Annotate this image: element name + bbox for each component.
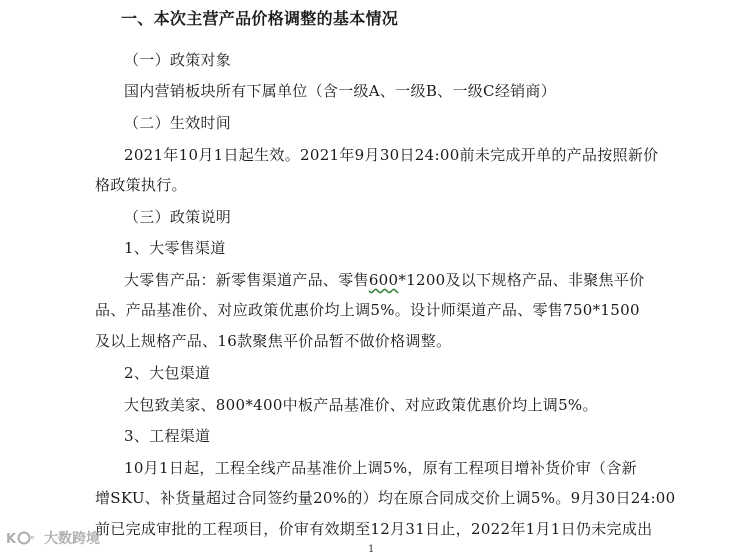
channel-title-retail: 1、大零售渠道 xyxy=(124,239,226,257)
subsection-title-policy-target: （一）政策对象 xyxy=(124,51,232,69)
channel-title-engineering: 3、工程渠道 xyxy=(124,427,211,445)
watermark xyxy=(6,528,100,548)
svg-text:K: K xyxy=(6,532,17,547)
paragraph-retail-line2: 品、产品基准价、对应政策优惠价均上调5%。设计师渠道产品、零售750*1500 xyxy=(95,301,640,319)
retail-line1-part-c: *1200及以下规格产品、非聚焦平价 xyxy=(398,271,645,289)
page-number: 1 xyxy=(368,544,375,554)
channel-title-bulk: 2、大包渠道 xyxy=(124,364,211,382)
subsection-title-effective-time: （二）生效时间 xyxy=(124,114,232,132)
paragraph-retail-line3: 及以上规格产品、16款聚焦平价品暂不做价格调整。 xyxy=(95,332,452,350)
spellcheck-underlined-text: 600 xyxy=(368,271,399,289)
section-heading: 一、本次主营产品价格调整的基本情况 xyxy=(121,9,399,28)
paragraph-bulk: 大包致美家、800*400中板产品基准价、对应政策优惠价均上调5%。 xyxy=(124,396,598,414)
svg-text:°: ° xyxy=(30,535,35,546)
kr-logo-icon xyxy=(6,529,40,547)
paragraph-engineering-line1: 10月1日起，工程全线产品基准价上调5%，原有工程项目增补货价审（含新 xyxy=(124,459,637,477)
paragraph-engineering-line2: 增SKU、补货量超过合同签约量20%的）均在原合同成交价上调5%。9月30日24:00 xyxy=(95,489,676,507)
paragraph-policy-target: 国内营销板块所有下属单位（含一级A、一级B、一级C经销商） xyxy=(124,82,557,100)
subsection-title-policy-description: （三）政策说明 xyxy=(124,208,232,226)
paragraph-effective-time-line1: 2021年10月1日起生效。2021年9月30日24:00前未完成开单的产品按照新价 xyxy=(124,146,659,164)
retail-line1-part-a: 大零售产品：新零售渠道产品、零售 xyxy=(124,271,369,289)
paragraph-engineering-line3: 前已完成审批的工程项目，价审有效期至12月31日止，2022年1月1日仍未完成出 xyxy=(95,520,653,538)
watermark-text: 大数跨境 xyxy=(44,531,100,547)
paragraph-retail-line1 xyxy=(124,270,644,290)
paragraph-effective-time-line2: 格政策执行。 xyxy=(95,176,187,194)
